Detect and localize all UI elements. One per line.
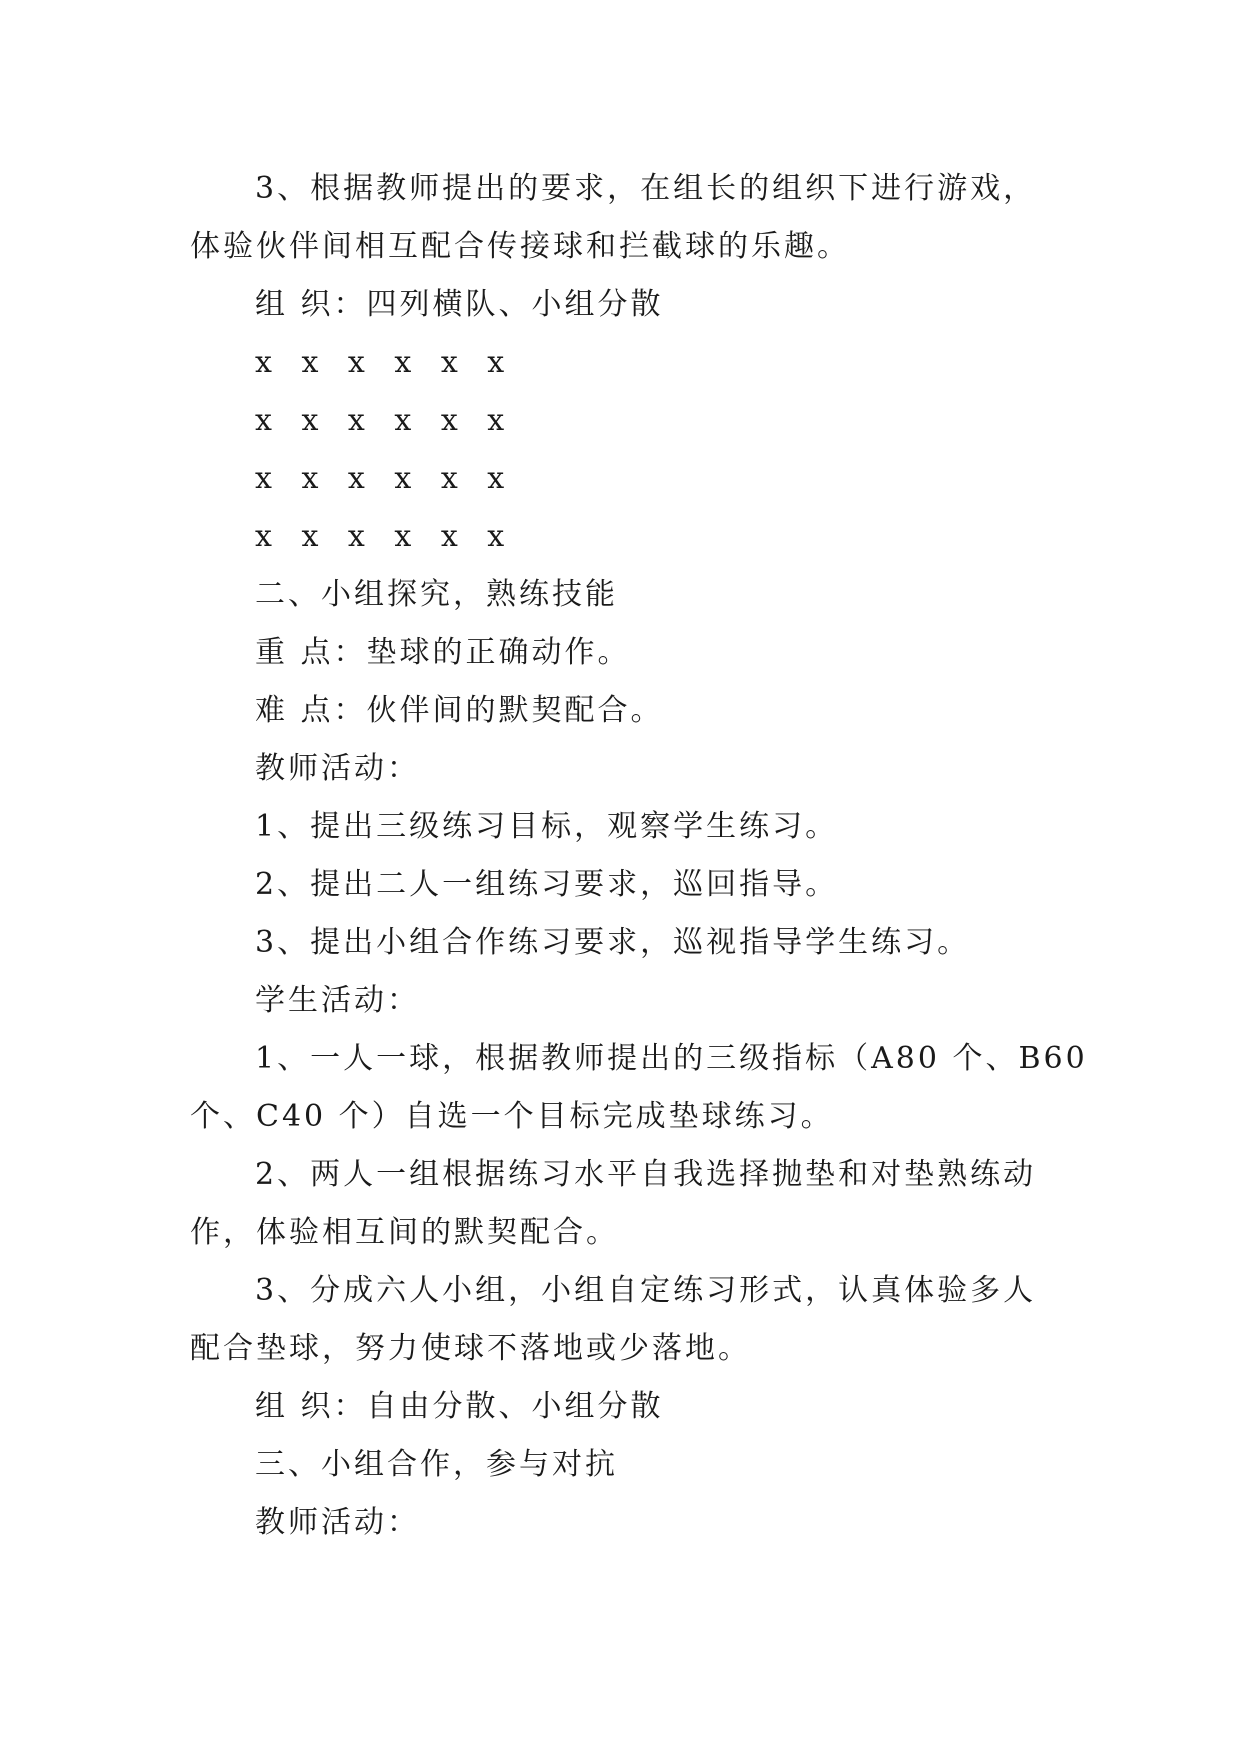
key-point-line: 重 点：垫球的正确动作。 — [255, 635, 631, 670]
list-item: 2、提出二人一组练习要求，巡回指导。 — [255, 867, 839, 902]
subheading: 教师活动： — [255, 1505, 420, 1540]
paragraph-line: 3、根据教师提出的要求，在组长的组织下进行游戏， — [255, 171, 1037, 206]
list-item-continuation: 个、C40 个）自选一个目标完成垫球练习。 — [190, 1099, 834, 1134]
list-item: 2、两人一组根据练习水平自我选择抛垫和对垫熟练动 — [255, 1157, 1037, 1192]
list-item: 3、分成六人小组，小组自定练习形式，认真体验多人 — [255, 1273, 1037, 1308]
formation-row: x x x x x x — [255, 461, 515, 496]
document-page — [190, 160, 1088, 1552]
formation-row: x x x x x x — [255, 519, 515, 554]
list-item-continuation: 作，体验相互间的默契配合。 — [190, 1215, 619, 1250]
subheading: 学生活动： — [255, 983, 420, 1018]
paragraph-line: 体验伙伴间相互配合传接球和拦截球的乐趣。 — [190, 229, 850, 264]
formation-row: x x x x x x — [255, 345, 515, 380]
subheading: 教师活动： — [255, 751, 420, 786]
list-item-continuation: 配合垫球，努力使球不落地或少落地。 — [190, 1331, 751, 1366]
organization-line: 组 织：自由分散、小组分散 — [255, 1389, 664, 1424]
section-heading: 三、小组合作，参与对抗 — [255, 1447, 618, 1482]
list-item: 1、提出三级练习目标，观察学生练习。 — [255, 809, 839, 844]
list-item: 1、一人一球，根据教师提出的三级指标（A80 个、B60 — [255, 1041, 1088, 1076]
difficulty-line: 难 点：伙伴间的默契配合。 — [255, 693, 664, 728]
organization-line: 组 织：四列横队、小组分散 — [255, 287, 664, 322]
list-item: 3、提出小组合作练习要求，巡视指导学生练习。 — [255, 925, 971, 960]
formation-row: x x x x x x — [255, 403, 515, 438]
section-heading: 二、小组探究，熟练技能 — [255, 577, 618, 612]
